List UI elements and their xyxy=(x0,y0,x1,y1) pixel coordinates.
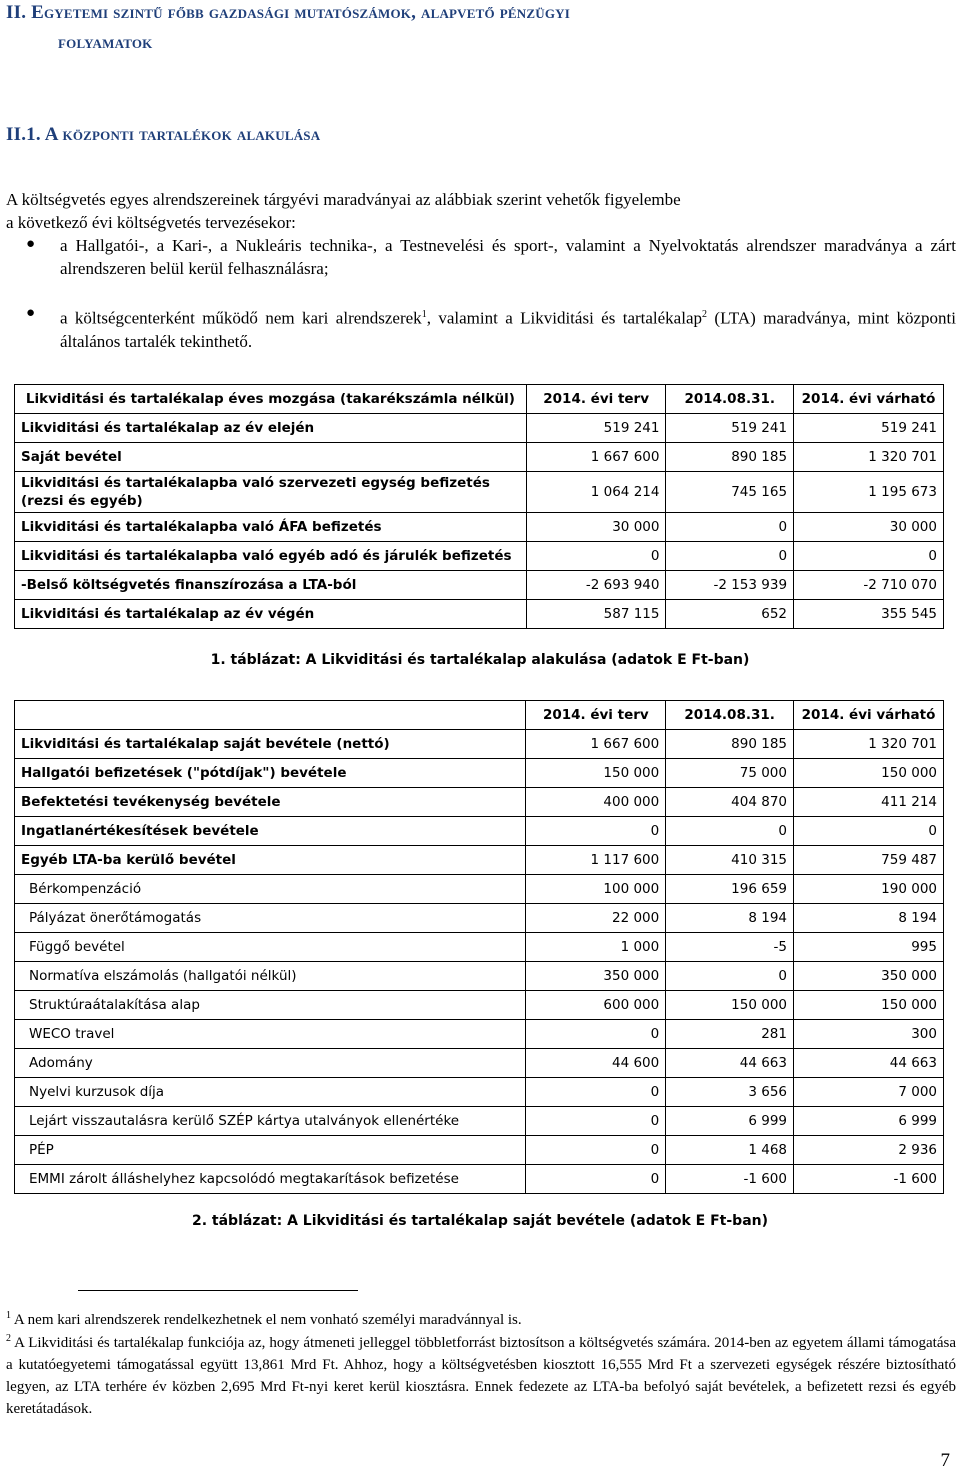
row-label: Likviditási és tartalékalapba való szervezeti egység befizetés (rezsi és egyéb) xyxy=(15,472,527,513)
row-label: Befektetési tevékenység bevétele xyxy=(15,788,526,817)
bullet-item-2: a költségcenterként működő nem kari alrendszerek$^1$, valamint a Likviditási és tartalékalap$^2$ (LTA) maradványa, mint központi általános tartalék tekinthető. xyxy=(60,308,956,351)
cell-value: -5 xyxy=(666,933,794,962)
cell-value: 519 241 xyxy=(666,414,794,443)
cell-value: 300 xyxy=(794,1020,944,1049)
cell-value: 7 000 xyxy=(794,1078,944,1107)
table-header-row xyxy=(15,701,944,730)
table-row xyxy=(15,875,944,904)
row-label: Likviditási és tartalékalap az év elején xyxy=(15,414,527,443)
bullet-icon: ● xyxy=(26,305,36,321)
footnote-1: $^1$ A nem kari alrendszerek rendelkezhetnek el nem vonható személyi maradvánnyal is. xyxy=(6,1310,522,1328)
table-row xyxy=(15,962,944,991)
cell-value: 0 xyxy=(794,817,944,846)
table-header-cell: 2014. évi terv xyxy=(526,701,666,730)
page-number: 7 xyxy=(940,1450,950,1471)
table-row xyxy=(15,788,944,817)
intro-line1: A költségvetés egyes alrendszereinek tárgyévi maradványai az alábbiak szerint vehetők figyelembe xyxy=(6,190,681,209)
row-label: Egyéb LTA-ba kerülő bevétel xyxy=(15,846,526,875)
bullet-icon: ● xyxy=(26,236,36,252)
table-row xyxy=(15,600,944,629)
table-row xyxy=(15,1049,944,1078)
cell-value: 6 999 xyxy=(794,1107,944,1136)
chapter-title-line2: folyamatok xyxy=(58,32,153,53)
table-lta-own-revenue xyxy=(14,700,944,1194)
row-label: Bérkompenzáció xyxy=(15,875,526,904)
cell-value: 995 xyxy=(794,933,944,962)
cell-value: 0 xyxy=(666,962,794,991)
table-header-cell xyxy=(15,701,526,730)
table-header-cell: 2014. évi várható xyxy=(794,385,944,414)
cell-value: 22 000 xyxy=(526,904,666,933)
intro-line2: a következő évi költségvetés tervezésekor: xyxy=(6,213,296,232)
cell-value: 411 214 xyxy=(794,788,944,817)
cell-value: 1 468 xyxy=(666,1136,794,1165)
row-label: EMMI zárolt álláshelyhez kapcsolódó megtakarítások befizetése xyxy=(15,1165,526,1194)
row-label: Likviditási és tartalékalapba való egyéb adó és járulék befizetés xyxy=(15,542,527,571)
cell-value: 150 000 xyxy=(666,991,794,1020)
cell-value: 1 667 600 xyxy=(526,443,666,472)
row-label: Hallgatói befizetések ("pótdíjak") bevétele xyxy=(15,759,526,788)
table-row xyxy=(15,542,944,571)
cell-value: 890 185 xyxy=(666,443,794,472)
table-row xyxy=(15,759,944,788)
cell-value: 600 000 xyxy=(526,991,666,1020)
cell-value: 1 320 701 xyxy=(794,443,944,472)
row-label: WECO travel xyxy=(15,1020,526,1049)
cell-value: 44 663 xyxy=(794,1049,944,1078)
row-label: Likviditási és tartalékalapba való ÁFA befizetés xyxy=(15,513,527,542)
row-label: Likviditási és tartalékalap az év végén xyxy=(15,600,527,629)
cell-value: 6 999 xyxy=(666,1107,794,1136)
cell-value: 1 320 701 xyxy=(794,730,944,759)
table-row xyxy=(15,1107,944,1136)
cell-value: 0 xyxy=(526,1107,666,1136)
row-label: PÉP xyxy=(15,1136,526,1165)
cell-value: 150 000 xyxy=(526,759,666,788)
row-label: Pályázat önerőtámogatás xyxy=(15,904,526,933)
footnote-2: $^2$ A Likviditási és tartalékalap funkciója az, hogy átmeneti jelleggel többletforrást biztosítson a költségvetés számára. 2014-ben az egyetem állami támogatása a kutatóegyetemi támogatással együtt 13,861 Mrd Ft. Ahhoz, hogy a költségvetésben kiosztott 16,555 Mrd Ft a szervezeti egységek részére biztosítható legyen, az LTA terhére év közben 2,695 Mrd Ft-nyi keret kerül kiosztásra. Ennek fedezete az LTA-ba befolyó saját bevételek, a befizetett rezsi és egyéb keretátadások. xyxy=(6,1333,956,1417)
footnote-mark-2: 2 xyxy=(6,1333,11,1344)
cell-value: 150 000 xyxy=(794,759,944,788)
cell-value: -1 600 xyxy=(794,1165,944,1194)
cell-value: 350 000 xyxy=(794,962,944,991)
table-row xyxy=(15,443,944,472)
row-label: Lejárt visszautalásra kerülő SZÉP kártya utalványok ellenértéke xyxy=(15,1107,526,1136)
cell-value: 0 xyxy=(666,542,794,571)
table-header-cell: Likviditási és tartalékalap éves mozgása (takarékszámla nélkül) xyxy=(15,385,527,414)
cell-value: 1 117 600 xyxy=(526,846,666,875)
cell-value: 1 195 673 xyxy=(794,472,944,513)
cell-value: 0 xyxy=(666,817,794,846)
table-row xyxy=(15,414,944,443)
table-row xyxy=(15,904,944,933)
footnote-mark-1: 1 xyxy=(6,1310,11,1321)
cell-value: 30 000 xyxy=(794,513,944,542)
cell-value: -1 600 xyxy=(666,1165,794,1194)
cell-value: 0 xyxy=(526,1078,666,1107)
cell-value: -2 693 940 xyxy=(526,571,666,600)
table-row xyxy=(15,472,944,513)
cell-value: 355 545 xyxy=(794,600,944,629)
table-row xyxy=(15,1136,944,1165)
cell-value: 519 241 xyxy=(794,414,944,443)
cell-value: 890 185 xyxy=(666,730,794,759)
cell-value: 75 000 xyxy=(666,759,794,788)
cell-value: 745 165 xyxy=(666,472,794,513)
footnote-separator xyxy=(78,1290,358,1291)
table-row xyxy=(15,846,944,875)
cell-value: 587 115 xyxy=(526,600,666,629)
row-label: Struktúraátalakítása alap xyxy=(15,991,526,1020)
cell-value: 8 194 xyxy=(794,904,944,933)
table-row xyxy=(15,513,944,542)
table-row xyxy=(15,991,944,1020)
cell-value: 0 xyxy=(526,817,666,846)
cell-value: 652 xyxy=(666,600,794,629)
row-label: Saját bevétel xyxy=(15,443,527,472)
row-label: Likviditási és tartalékalap saját bevétele (nettó) xyxy=(15,730,526,759)
table-row xyxy=(15,817,944,846)
table-row xyxy=(15,730,944,759)
cell-value: 0 xyxy=(526,1136,666,1165)
cell-value: 281 xyxy=(666,1020,794,1049)
row-label: Függő bevétel xyxy=(15,933,526,962)
cell-value: 196 659 xyxy=(666,875,794,904)
cell-value: 44 663 xyxy=(666,1049,794,1078)
row-label: Adomány xyxy=(15,1049,526,1078)
section-title: II.1. A központi tartalékok alakulása xyxy=(6,124,321,145)
table-header-row xyxy=(15,385,944,414)
cell-value: 404 870 xyxy=(666,788,794,817)
row-label: -Belső költségvetés finanszírozása a LTA-ból xyxy=(15,571,527,600)
cell-value: 0 xyxy=(794,542,944,571)
cell-value: 8 194 xyxy=(666,904,794,933)
table-row xyxy=(15,1165,944,1194)
table-header-cell: 2014.08.31. xyxy=(666,701,794,730)
table-header-cell: 2014. évi terv xyxy=(526,385,666,414)
table-header-cell: 2014. évi várható xyxy=(794,701,944,730)
cell-value: 519 241 xyxy=(526,414,666,443)
cell-value: 0 xyxy=(526,1165,666,1194)
table1-caption: 1. táblázat: A Likviditási és tartalékalap alakulása (adatok E Ft-ban) xyxy=(210,652,750,668)
cell-value: -2 710 070 xyxy=(794,571,944,600)
cell-value: 1 064 214 xyxy=(526,472,666,513)
cell-value: 190 000 xyxy=(794,875,944,904)
table-row xyxy=(15,933,944,962)
footnote-ref-1: 1 xyxy=(421,309,427,320)
cell-value: 0 xyxy=(666,513,794,542)
cell-value: 2 936 xyxy=(794,1136,944,1165)
cell-value: 400 000 xyxy=(526,788,666,817)
cell-value: 44 600 xyxy=(526,1049,666,1078)
cell-value: 1 000 xyxy=(526,933,666,962)
table-header-cell: 2014.08.31. xyxy=(666,385,794,414)
table-row xyxy=(15,571,944,600)
cell-value: 0 xyxy=(526,1020,666,1049)
row-label: Nyelvi kurzusok díja xyxy=(15,1078,526,1107)
cell-value: 150 000 xyxy=(794,991,944,1020)
cell-value: 100 000 xyxy=(526,875,666,904)
table2-caption: 2. táblázat: A Likviditási és tartalékalap saját bevétele (adatok E Ft-ban) xyxy=(191,1213,769,1229)
cell-value: 410 315 xyxy=(666,846,794,875)
cell-value: 759 487 xyxy=(794,846,944,875)
cell-value: 350 000 xyxy=(526,962,666,991)
bullet-item-1: a Hallgatói-, a Kari-, a Nukleáris technika-, a Testnevelési és sport-, valamint a Nyelvoktatás alrendszer maradványa a zárt alrendszeren belül kerül felhasználásra; xyxy=(60,236,956,278)
cell-value: 30 000 xyxy=(526,513,666,542)
row-label: Ingatlanértékesítések bevétele xyxy=(15,817,526,846)
table-lta-movement xyxy=(14,384,944,629)
cell-value: -2 153 939 xyxy=(666,571,794,600)
row-label: Normatíva elszámolás (hallgatói nélkül) xyxy=(15,962,526,991)
chapter-title-line1: II. Egyetemi szintű főbb gazdasági mutatószámok, alapvető pénzügyi xyxy=(6,2,570,23)
cell-value: 3 656 xyxy=(666,1078,794,1107)
footnote-ref-2: 2 xyxy=(702,309,708,320)
table-row xyxy=(15,1078,944,1107)
table-row xyxy=(15,1020,944,1049)
cell-value: 0 xyxy=(526,542,666,571)
cell-value: 1 667 600 xyxy=(526,730,666,759)
